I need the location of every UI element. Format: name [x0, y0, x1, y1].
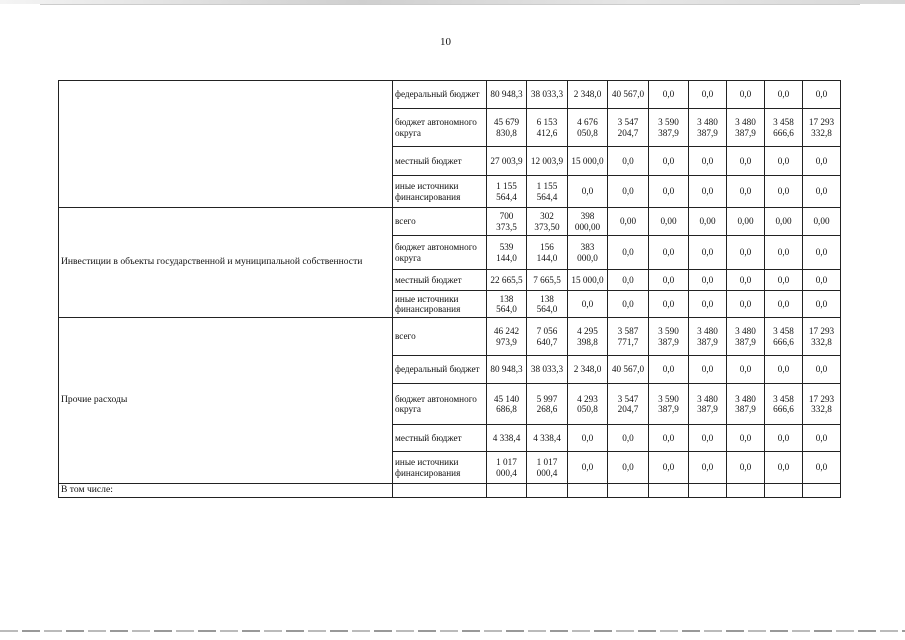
value-cell: 17 293 332,8 — [803, 318, 841, 356]
empty-cell — [689, 484, 727, 498]
value-cell: 0,0 — [727, 452, 765, 484]
value-cell: 0,0 — [765, 452, 803, 484]
value-cell: 40 567,0 — [608, 81, 649, 109]
value-cell: 398 000,00 — [568, 208, 608, 236]
value-cell: 3 458 666,6 — [765, 384, 803, 425]
funding-source-cell: иные источники финансирования — [393, 176, 487, 208]
value-cell: 45 140 686,8 — [487, 384, 527, 425]
value-cell: 0,0 — [649, 236, 689, 270]
value-cell: 0,0 — [765, 176, 803, 208]
value-cell: 3 480 387,9 — [727, 318, 765, 356]
value-cell: 0,0 — [689, 147, 727, 176]
value-cell: 0,0 — [689, 81, 727, 109]
value-cell: 0,0 — [803, 425, 841, 452]
value-cell: 0,0 — [727, 425, 765, 452]
value-cell: 7 056 640,7 — [527, 318, 568, 356]
empty-cell — [765, 484, 803, 498]
value-cell: 0,0 — [608, 147, 649, 176]
value-cell: 0,0 — [608, 270, 649, 291]
value-cell: 0,0 — [803, 176, 841, 208]
value-cell: 0,0 — [649, 270, 689, 291]
value-cell: 138 564,0 — [527, 291, 568, 318]
funding-source-cell: всего — [393, 318, 487, 356]
value-cell: 0,0 — [803, 236, 841, 270]
including-label: В том числе: — [59, 484, 393, 498]
value-cell: 0,0 — [803, 291, 841, 318]
value-cell: 3 480 387,9 — [727, 109, 765, 147]
value-cell: 4 676 050,8 — [568, 109, 608, 147]
value-cell: 0,0 — [765, 425, 803, 452]
value-cell: 0,0 — [649, 147, 689, 176]
funding-source-cell: иные источники финансирования — [393, 291, 487, 318]
value-cell: 0,0 — [765, 356, 803, 384]
value-cell: 0,0 — [765, 147, 803, 176]
value-cell: 0,0 — [568, 425, 608, 452]
value-cell: 0,0 — [765, 236, 803, 270]
empty-cell — [649, 484, 689, 498]
value-cell: 1 017 000,4 — [527, 452, 568, 484]
table-row — [59, 484, 841, 498]
value-cell: 15 000,0 — [568, 270, 608, 291]
value-cell: 3 587 771,7 — [608, 318, 649, 356]
value-cell: 0,0 — [689, 452, 727, 484]
value-cell: 3 480 387,9 — [689, 384, 727, 425]
expense-purpose-cell: Прочие расходы — [59, 318, 393, 484]
value-cell: 0,0 — [649, 291, 689, 318]
value-cell: 4 295 398,8 — [568, 318, 608, 356]
value-cell: 539 144,0 — [487, 236, 527, 270]
value-cell: 0,0 — [608, 236, 649, 270]
empty-cell — [608, 484, 649, 498]
table-row — [59, 81, 841, 109]
value-cell: 0,0 — [608, 452, 649, 484]
value-cell: 0,0 — [727, 270, 765, 291]
funding-source-cell: всего — [393, 208, 487, 236]
value-cell: 0,0 — [649, 452, 689, 484]
value-cell: 15 000,0 — [568, 147, 608, 176]
page-number: 10 — [440, 36, 451, 48]
funding-source-cell: бюджет автономного округа — [393, 384, 487, 425]
value-cell: 0,0 — [803, 147, 841, 176]
value-cell: 0,00 — [727, 208, 765, 236]
value-cell: 17 293 332,8 — [803, 384, 841, 425]
value-cell: 0,0 — [727, 147, 765, 176]
value-cell: 0,0 — [803, 270, 841, 291]
value-cell: 0,0 — [727, 176, 765, 208]
value-cell: 6 153 412,6 — [527, 109, 568, 147]
value-cell: 3 480 387,9 — [689, 318, 727, 356]
value-cell: 2 348,0 — [568, 356, 608, 384]
value-cell: 0,0 — [803, 356, 841, 384]
value-cell: 3 547 204,7 — [608, 384, 649, 425]
value-cell: 0,00 — [608, 208, 649, 236]
value-cell: 27 003,9 — [487, 147, 527, 176]
table-row — [59, 318, 841, 356]
value-cell: 0,0 — [649, 176, 689, 208]
value-cell: 0,0 — [608, 176, 649, 208]
value-cell: 0,0 — [727, 236, 765, 270]
empty-cell — [803, 484, 841, 498]
value-cell: 80 948,3 — [487, 81, 527, 109]
value-cell: 1 155 564,4 — [487, 176, 527, 208]
funding-source-cell: местный бюджет — [393, 425, 487, 452]
value-cell: 17 293 332,8 — [803, 109, 841, 147]
value-cell: 46 242 973,9 — [487, 318, 527, 356]
funding-source-cell: местный бюджет — [393, 147, 487, 176]
expense-purpose-cell — [59, 81, 393, 208]
funding-source-cell: иные источники финансирования — [393, 452, 487, 484]
funding-source-cell: бюджет автономного округа — [393, 109, 487, 147]
value-cell: 0,0 — [765, 81, 803, 109]
value-cell: 0,0 — [689, 270, 727, 291]
value-cell: 0,0 — [568, 176, 608, 208]
value-cell: 0,00 — [689, 208, 727, 236]
value-cell: 45 679 830,8 — [487, 109, 527, 147]
value-cell: 0,0 — [689, 291, 727, 318]
empty-cell — [727, 484, 765, 498]
value-cell: 3 458 666,6 — [765, 318, 803, 356]
value-cell: 3 590 387,9 — [649, 109, 689, 147]
value-cell: 0,0 — [649, 356, 689, 384]
empty-cell — [527, 484, 568, 498]
value-cell: 0,0 — [727, 291, 765, 318]
value-cell: 3 547 204,7 — [608, 109, 649, 147]
value-cell: 0,0 — [568, 291, 608, 318]
value-cell: 0,00 — [765, 208, 803, 236]
value-cell: 0,0 — [689, 176, 727, 208]
empty-cell — [393, 484, 487, 498]
funding-source-cell: федеральный бюджет — [393, 356, 487, 384]
value-cell: 5 997 268,6 — [527, 384, 568, 425]
value-cell: 0,0 — [689, 356, 727, 384]
value-cell: 3 590 387,9 — [649, 318, 689, 356]
value-cell: 4 338,4 — [527, 425, 568, 452]
value-cell: 0,0 — [765, 291, 803, 318]
value-cell: 0,0 — [727, 81, 765, 109]
value-cell: 700 373,5 — [487, 208, 527, 236]
value-cell: 38 033,3 — [527, 81, 568, 109]
value-cell: 22 665,5 — [487, 270, 527, 291]
value-cell: 3 458 666,6 — [765, 109, 803, 147]
funding-source-cell: бюджет автономного округа — [393, 236, 487, 270]
value-cell: 0,0 — [803, 452, 841, 484]
value-cell: 138 564,0 — [487, 291, 527, 318]
funding-source-cell: местный бюджет — [393, 270, 487, 291]
value-cell: 0,0 — [765, 270, 803, 291]
value-cell: 0,00 — [649, 208, 689, 236]
empty-cell — [487, 484, 527, 498]
empty-cell — [568, 484, 608, 498]
value-cell: 40 567,0 — [608, 356, 649, 384]
value-cell: 0,0 — [568, 452, 608, 484]
value-cell: 302 373,50 — [527, 208, 568, 236]
value-cell: 0,0 — [803, 81, 841, 109]
value-cell: 0,0 — [649, 425, 689, 452]
scan-edge-top-line — [40, 4, 860, 5]
scan-edge-bottom — [0, 630, 905, 632]
value-cell: 0,0 — [649, 81, 689, 109]
value-cell: 3 590 387,9 — [649, 384, 689, 425]
value-cell: 0,0 — [608, 425, 649, 452]
value-cell: 0,00 — [803, 208, 841, 236]
value-cell: 80 948,3 — [487, 356, 527, 384]
value-cell: 1 155 564,4 — [527, 176, 568, 208]
value-cell: 0,0 — [727, 356, 765, 384]
expense-purpose-cell: Инвестиции в объекты государственной и муниципальной собственности — [59, 208, 393, 318]
value-cell: 38 033,3 — [527, 356, 568, 384]
value-cell: 156 144,0 — [527, 236, 568, 270]
value-cell: 12 003,9 — [527, 147, 568, 176]
budget-table — [58, 80, 841, 498]
value-cell: 3 480 387,9 — [727, 384, 765, 425]
value-cell: 383 000,0 — [568, 236, 608, 270]
funding-source-cell: федеральный бюджет — [393, 81, 487, 109]
value-cell: 2 348,0 — [568, 81, 608, 109]
value-cell: 4 338,4 — [487, 425, 527, 452]
value-cell: 0,0 — [608, 291, 649, 318]
value-cell: 0,0 — [689, 425, 727, 452]
value-cell: 7 665,5 — [527, 270, 568, 291]
value-cell: 3 480 387,9 — [689, 109, 727, 147]
table-row — [59, 208, 841, 236]
value-cell: 0,0 — [689, 236, 727, 270]
value-cell: 4 293 050,8 — [568, 384, 608, 425]
value-cell: 1 017 000,4 — [487, 452, 527, 484]
